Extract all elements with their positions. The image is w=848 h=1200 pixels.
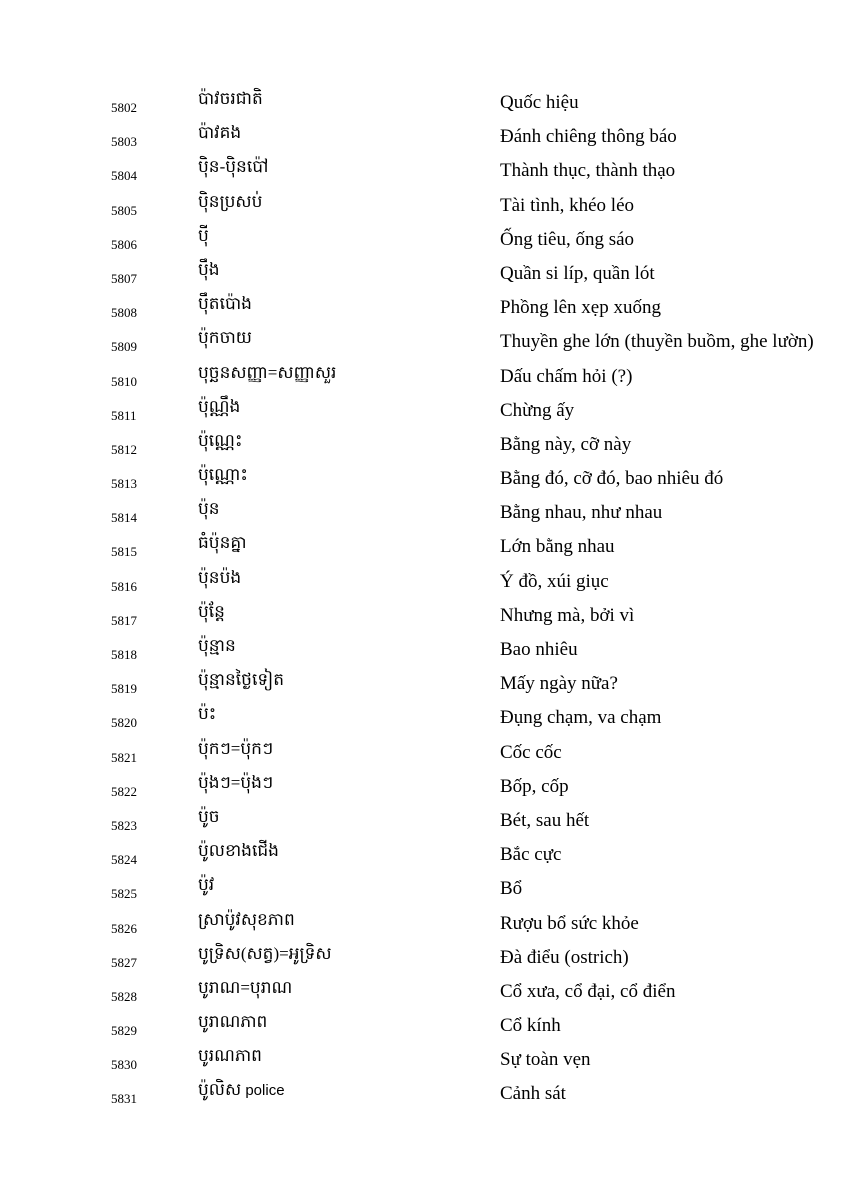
khmer-text: ប៉ាវគង	[198, 123, 242, 143]
entry-number: 5820	[111, 715, 137, 731]
vietnamese-meaning: Bằng này, cỡ này	[500, 433, 632, 455]
entry-row	[0, 325, 848, 359]
khmer-text: ប៉ី	[198, 225, 209, 245]
khmer-term	[198, 498, 220, 520]
entry-row	[0, 667, 848, 701]
khmer-text: ប៉ុន្មាន	[198, 636, 236, 655]
khmer-text: ប៉ូលខាងជើង	[198, 841, 279, 861]
khmer-term	[198, 464, 248, 486]
vietnamese-meaning: Bắc cực	[500, 844, 562, 866]
entry-row	[0, 1077, 848, 1111]
khmer-text: ប៉ុនប៉ង	[198, 567, 242, 587]
entry-row	[0, 907, 848, 941]
khmer-text: ប៉ះ	[198, 704, 217, 724]
khmer-text: ប៉ុកចាយ	[198, 328, 252, 348]
vietnamese-meaning: Quần si líp, quần lót	[500, 262, 655, 284]
khmer-text: បូរាណ=បុរាណ	[198, 977, 293, 997]
vietnamese-meaning: Sự toàn vẹn	[500, 1049, 591, 1071]
khmer-text: បុច្ឆនសញ្ញា=សញ្ញាសួរ	[198, 362, 337, 382]
vietnamese-meaning: Mấy ngày nữa?	[500, 673, 618, 695]
vietnamese-meaning: Bằng đó, cỡ đó, bao nhiêu đó	[500, 468, 724, 490]
khmer-term	[198, 327, 252, 349]
entry-number: 5830	[111, 1057, 137, 1073]
khmer-term	[198, 635, 236, 657]
khmer-text: ប៉ូវ	[198, 875, 215, 895]
khmer-text: ប៉ុណ្ណោះ	[198, 465, 248, 485]
entry-number: 5803	[111, 134, 137, 150]
entry-row	[0, 120, 848, 154]
vietnamese-meaning: Thành thục, thành thạo	[500, 160, 676, 182]
khmer-term	[198, 191, 262, 213]
vietnamese-meaning: Bốp, cốp	[500, 775, 569, 797]
khmer-term	[198, 122, 241, 144]
vietnamese-meaning: Ống tiêu, ống sáo	[500, 228, 635, 250]
vietnamese-meaning: Rượu bổ sức khỏe	[500, 912, 639, 934]
entry-row	[0, 223, 848, 257]
entry-row	[0, 770, 848, 804]
khmer-latin-gloss: police	[241, 1082, 285, 1100]
entry-row	[0, 291, 848, 325]
khmer-term	[198, 1079, 285, 1102]
entry-row	[0, 1009, 848, 1043]
entry-number: 5816	[111, 578, 137, 594]
khmer-term	[198, 293, 252, 315]
vietnamese-meaning: Đà điểu (ostrich)	[500, 946, 629, 968]
khmer-term	[198, 840, 279, 862]
khmer-text: បូរាណភាព	[198, 1012, 268, 1032]
entry-row	[0, 154, 848, 188]
entry-number: 5823	[111, 817, 137, 833]
khmer-term	[198, 669, 284, 691]
entry-number: 5827	[111, 954, 137, 970]
vietnamese-meaning: Bao nhiêu	[500, 639, 578, 660]
khmer-text: ប៉ឹតប៉ោង	[198, 294, 252, 314]
entry-number: 5831	[111, 1091, 137, 1107]
entry-row	[0, 189, 848, 223]
khmer-text: ប៉ុន្តែ	[198, 601, 225, 621]
entry-row	[0, 599, 848, 633]
entry-row	[0, 462, 848, 496]
entry-row	[0, 736, 848, 770]
khmer-term	[198, 874, 214, 896]
entry-number: 5815	[111, 544, 137, 560]
entry-row	[0, 257, 848, 291]
khmer-term	[198, 703, 216, 725]
khmer-text: ប៉ុងៗ=ប៉ុងៗ	[198, 772, 274, 792]
entry-row	[0, 804, 848, 838]
entry-row	[0, 530, 848, 564]
vietnamese-meaning: Cảnh sát	[500, 1083, 566, 1105]
entry-row	[0, 838, 848, 872]
entry-number: 5818	[111, 647, 137, 662]
vietnamese-meaning: Lớn bằng nhau	[500, 536, 615, 558]
khmer-term	[198, 88, 263, 110]
entry-number: 5813	[111, 476, 137, 492]
entry-number: 5819	[111, 681, 137, 697]
khmer-text: ប៉ុណ្ណឹង	[198, 396, 241, 416]
vietnamese-meaning: Cốc cốc	[500, 741, 562, 763]
entry-number: 5811	[111, 407, 137, 423]
entry-number: 5821	[111, 749, 137, 765]
entry-row	[0, 428, 848, 462]
khmer-term	[198, 532, 247, 554]
entry-number: 5828	[111, 988, 137, 1004]
khmer-term	[198, 156, 268, 178]
khmer-text: បូរណភាព	[198, 1046, 262, 1066]
entry-number: 5802	[111, 100, 137, 115]
entry-number: 5825	[111, 886, 137, 902]
vietnamese-meaning: Cổ kính	[500, 1015, 561, 1037]
khmer-term	[198, 225, 209, 247]
khmer-text: ស្រាប៉ូវសុខភាព	[198, 909, 295, 929]
entry-row	[0, 86, 848, 120]
entry-row	[0, 941, 848, 975]
entry-number: 5829	[111, 1023, 137, 1039]
entry-number: 5804	[111, 168, 137, 184]
khmer-term	[198, 738, 273, 760]
khmer-term	[198, 1011, 267, 1033]
khmer-term	[198, 909, 295, 931]
vietnamese-meaning: Bằng nhau, như nhau	[500, 502, 663, 524]
entry-row	[0, 701, 848, 735]
khmer-text: ប៉ុន	[198, 499, 220, 519]
khmer-term	[198, 806, 220, 828]
entry-row	[0, 394, 848, 428]
khmer-term	[198, 396, 240, 418]
entry-number: 5808	[111, 305, 137, 321]
entry-row	[0, 496, 848, 530]
khmer-term	[198, 943, 332, 965]
khmer-text: ប៉ូលិស	[198, 1080, 242, 1100]
entry-number: 5826	[111, 920, 137, 936]
entry-number: 5824	[111, 852, 137, 868]
entry-row	[0, 565, 848, 599]
khmer-term	[198, 567, 241, 589]
khmer-text: បូទ្រិស(សត្វ)=អូទ្រិស	[198, 943, 332, 963]
khmer-text: ប៉ុណ្ណេះ	[198, 430, 243, 450]
khmer-term	[198, 362, 336, 384]
khmer-term	[198, 601, 225, 623]
khmer-term	[198, 772, 273, 794]
entry-row	[0, 633, 848, 667]
entry-number: 5809	[111, 339, 137, 355]
khmer-term	[198, 259, 220, 281]
entry-row	[0, 975, 848, 1009]
vietnamese-meaning: Đánh chiêng thông báo	[500, 126, 677, 148]
vietnamese-meaning: Dấu chấm hỏi (?)	[500, 365, 633, 387]
khmer-text: ប៉ាវចរជាតិ	[198, 89, 263, 108]
entry-number: 5805	[111, 202, 137, 218]
entry-list	[0, 86, 848, 1112]
khmer-text: ប៉ិនប្រសប់	[198, 191, 263, 211]
khmer-term	[198, 430, 242, 452]
khmer-term	[198, 1045, 262, 1067]
entry-row	[0, 1043, 848, 1077]
entry-row	[0, 360, 848, 394]
entry-number: 5814	[111, 510, 137, 526]
entry-number: 5822	[111, 783, 137, 799]
vietnamese-meaning: Quốc hiệu	[500, 92, 579, 113]
khmer-text: ប៉ុកៗ=ប៉ុកៗ	[198, 738, 274, 758]
entry-number: 5812	[111, 441, 137, 457]
vietnamese-meaning: Đụng chạm, va chạm	[500, 707, 662, 729]
entry-number: 5807	[111, 270, 137, 286]
khmer-text: ប៉ុន្មានថ្ងៃទៀត	[198, 670, 284, 690]
khmer-text: ប៉ូច	[198, 806, 220, 826]
vietnamese-meaning: Bét, sau hết	[500, 809, 590, 831]
khmer-text: ប៉ិន-ប៉ិនប៉ៅ	[198, 157, 269, 177]
vietnamese-meaning: Thuyền ghe lớn (thuyền buồm, ghe lườn)	[500, 331, 814, 353]
entry-number: 5817	[111, 612, 137, 628]
khmer-text: ធំប៉ុនគ្នា	[198, 533, 247, 553]
khmer-text: ប៉ឹង	[198, 259, 220, 279]
vietnamese-meaning: Chừng ấy	[500, 399, 575, 421]
vietnamese-meaning: Cổ xưa, cổ đại, cổ điển	[500, 980, 676, 1002]
khmer-term	[198, 977, 292, 999]
entry-number: 5806	[111, 236, 137, 252]
vietnamese-meaning: Tài tình, khéo léo	[500, 194, 635, 216]
vietnamese-meaning: Ý đồ, xúi giục	[500, 570, 609, 592]
vietnamese-meaning: Nhưng mà, bởi vì	[500, 604, 635, 626]
vietnamese-meaning: Phồng lên xẹp xuống	[500, 297, 661, 319]
vietnamese-meaning: Bổ	[500, 878, 523, 900]
entry-row	[0, 872, 848, 906]
entry-number: 5810	[111, 373, 137, 389]
